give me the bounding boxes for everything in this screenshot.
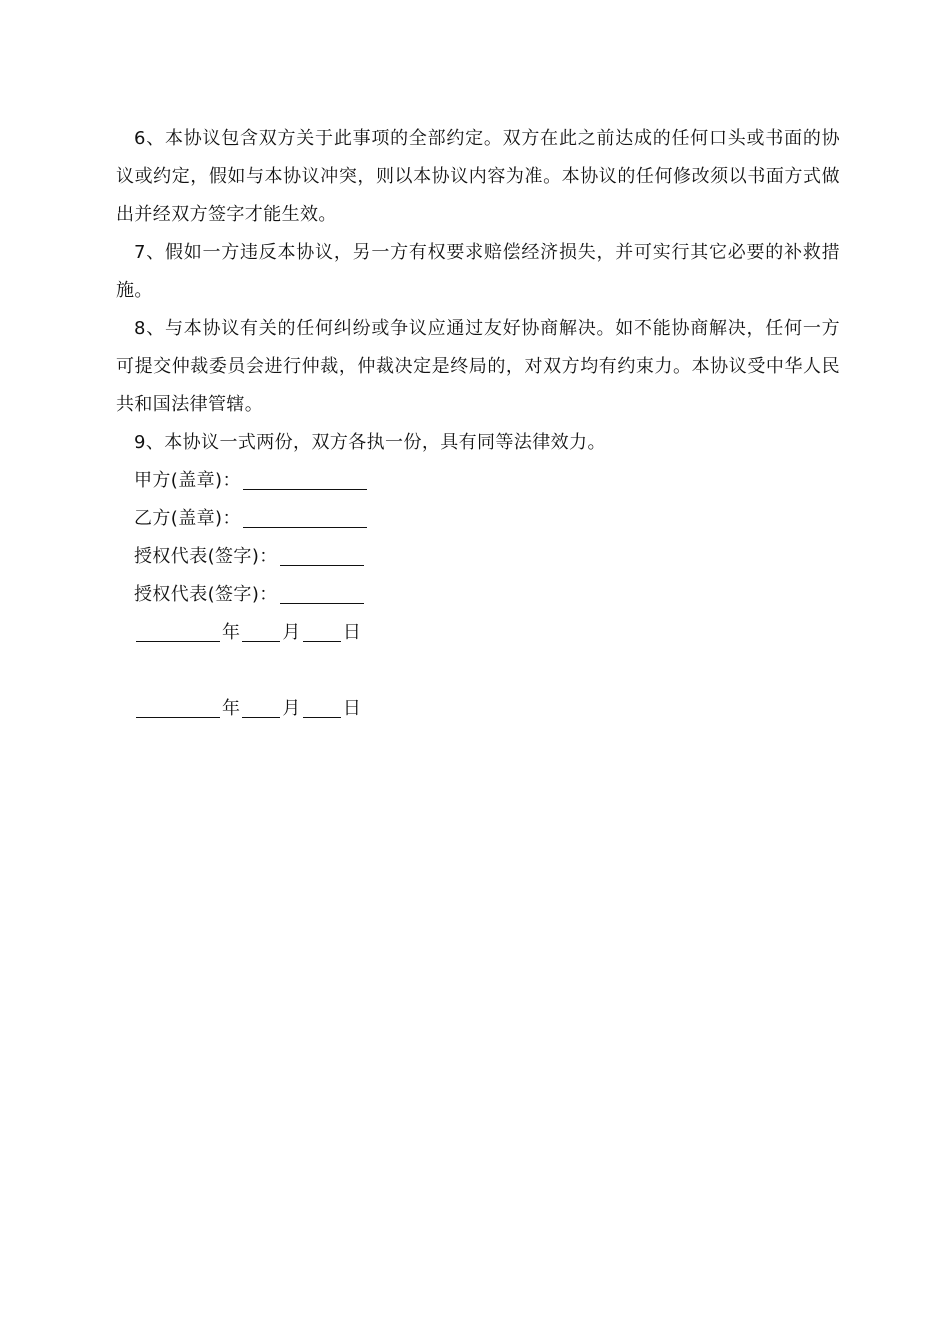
clause-8: 8、与本协议有关的任何纠纷或争议应通过友好协商解决。如不能协商解决，任何一方可提交仲裁委员会进行仲裁，仲裁决定是终局的，对双方均有约束力。本协议受中华人民共和国法律管辖。: [116, 318, 840, 415]
date-2-day-label: 日: [342, 698, 362, 719]
party-b-label: 乙方(盖章)：: [134, 508, 241, 529]
date-1-month-blank[interactable]: [242, 623, 280, 642]
spacer: [116, 652, 840, 690]
clause-9: 9、本协议一式两份，双方各执一份，具有同等法律效力。: [134, 432, 606, 453]
rep-2-label: 授权代表(签字)：: [134, 584, 278, 605]
rep-1-blank[interactable]: [280, 547, 364, 566]
date-line-1: [116, 614, 840, 652]
party-a-blank[interactable]: [243, 471, 367, 490]
date-2-month-label: 月: [282, 698, 301, 719]
rep-2-signature-line: [116, 576, 840, 614]
date-1-day-label: 日: [342, 622, 362, 643]
date-1-month-label: 月: [282, 622, 301, 643]
date-2-day-blank[interactable]: [303, 699, 341, 718]
party-a-label: 甲方(盖章)：: [134, 470, 241, 491]
date-1-year-label: 年: [222, 622, 241, 643]
clause-7: 7、假如一方违反本协议，另一方有权要求赔偿经济损失，并可实行其它必要的补救措施。: [116, 242, 840, 301]
date-line-2: [116, 690, 840, 728]
date-1-year-blank[interactable]: [136, 623, 220, 642]
date-2-year-blank[interactable]: [136, 699, 220, 718]
date-2-year-label: 年: [222, 698, 241, 719]
clause-6: 6、本协议包含双方关于此事项的全部约定。双方在此之前达成的任何口头或书面的协议或约定，假如与本协议冲突，则以本协议内容为准。本协议的任何修改须以书面方式做出并经双方签字才能生效。: [116, 128, 840, 225]
date-1-day-blank[interactable]: [303, 623, 341, 642]
party-b-signature-line: [116, 500, 840, 538]
rep-2-blank[interactable]: [280, 585, 364, 604]
rep-1-label: 授权代表(签字)：: [134, 546, 278, 567]
party-b-blank[interactable]: [243, 509, 367, 528]
date-2-month-blank[interactable]: [242, 699, 280, 718]
document-body: [116, 120, 840, 728]
rep-1-signature-line: [116, 538, 840, 576]
party-a-signature-line: [116, 462, 840, 500]
